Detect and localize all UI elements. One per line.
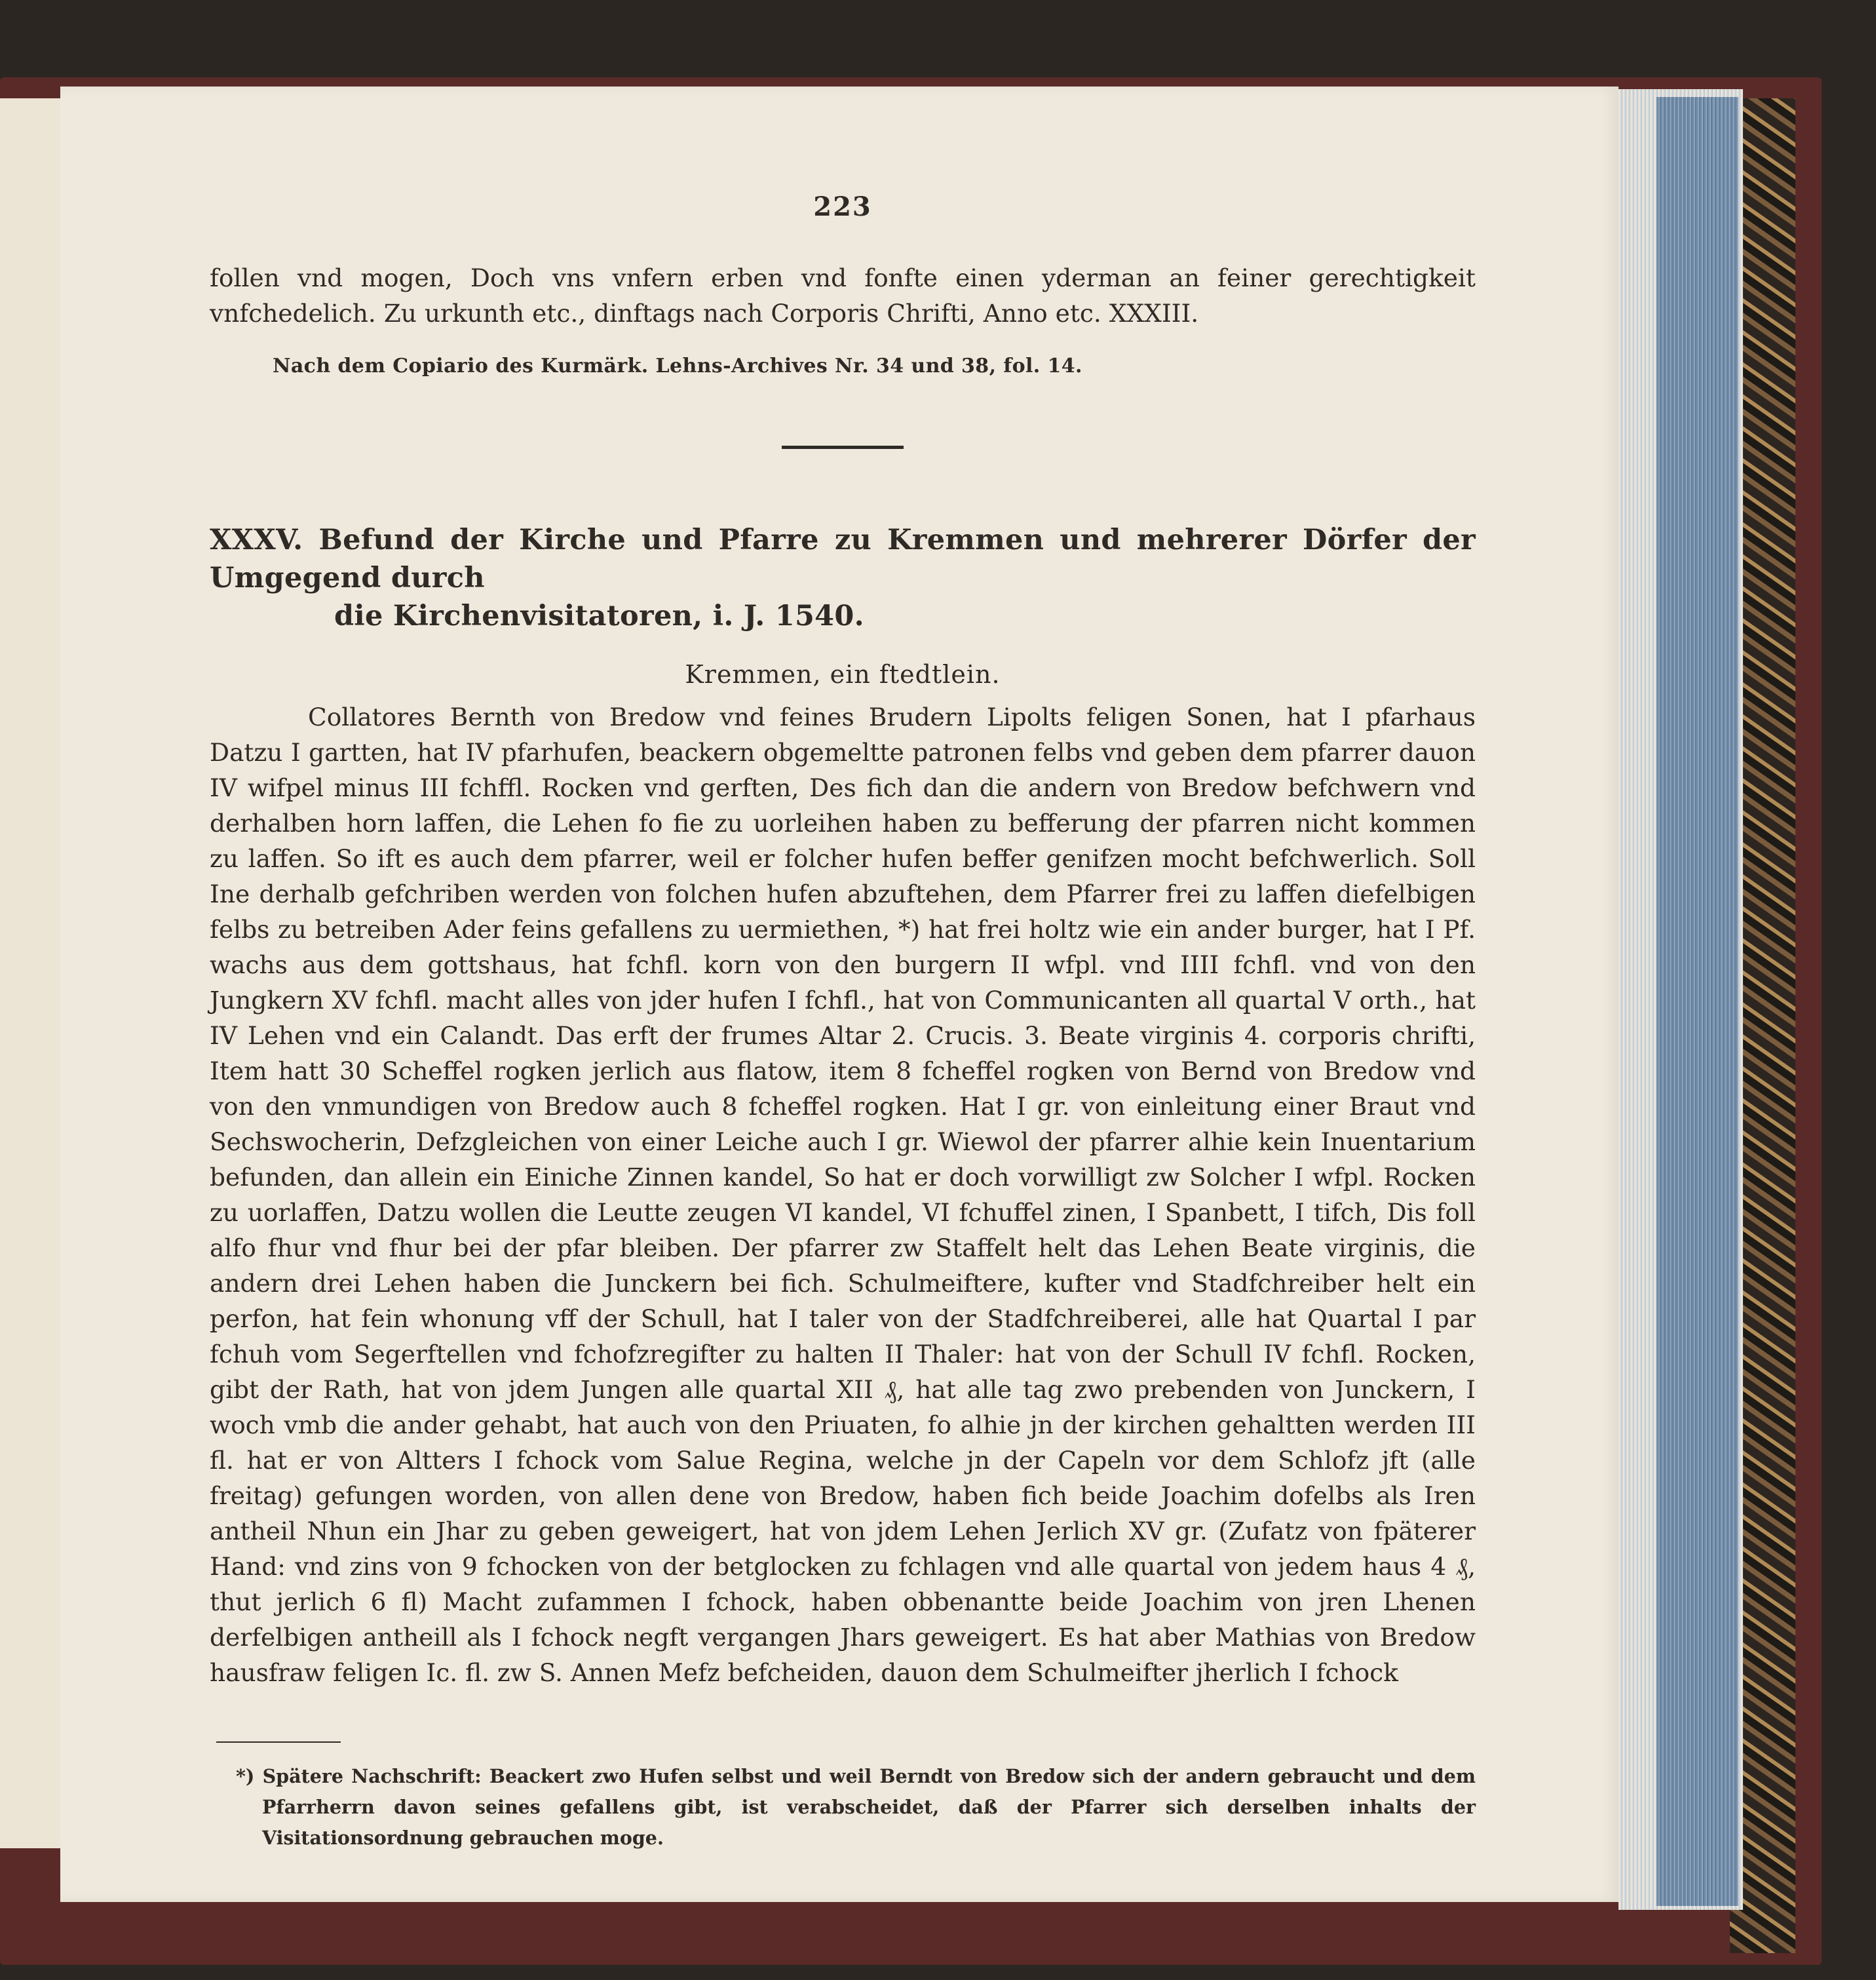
section-title (210, 521, 1476, 635)
footnote-rule (216, 1741, 341, 1743)
page-content (210, 191, 1476, 1854)
source-note: Nach dem Copiario des Kurmärk. Lehns-Archives Nr. 34 und 38, fol. 14. (273, 355, 1082, 378)
section-divider (782, 446, 904, 449)
footnote: *) Spätere Nachschrift: Beackert zwo Hufen selbst und weil Berndt von Bredow sich der andern gebraucht und dem Pfarrherrn davon seines gefallens gibt, ist verabscheidet, daß der Pfarrer sich derselben inhalts der Visitationsordnung gebrauchen moge. (236, 1765, 1476, 1849)
subheading: Kremmen, ein ftedtlein. (685, 660, 1001, 689)
page (60, 87, 1618, 1902)
page-number: 223 (813, 191, 872, 222)
main-paragraph: Collatores Bernth von Bredow vnd feines Brudern Lipolts feligen Sonen, hat I pfarhaus Datzu I gartten, hat IV pfarhufen, beackern obgemeltte patronen felbs vnd geben dem pfarrer dauon IV wifpel minus III fchffl. Rocken vnd gerften, Des fich dan die andern von Bredow befchwern vnd derhalben horn laffen, die Lehen fo fie zu uorleihen haben zu befferung der pfarren nicht kommen zu laffen. So ift es auch dem pfarrer, weil er folcher hufen beffer genifzen mocht befchwerlich. Soll Ine derhalb gefchriben werden von folchen hufen abzuftehen, dem Pfarrer frei zu laffen diefelbigen felbs zu betreiben Ader feins gefallens zu uermiethen, *) hat frei holtz wie ein ander burger, hat I Pf. wachs aus dem gottshaus, hat fchfl. korn von den burgern II wfpl. vnd IIII fchfl. vnd von den Jungkern XV fchfl. macht alles von jder hufen I fchfl., hat von Communicanten all quartal V orth., hat IV Lehen vnd ein Calandt. Das erft der frumes Altar 2. Crucis. 3. Beate virginis 4. corporis chrifti, Item hatt 30 Scheffel rogken jerlich aus flatow, item 8 fcheffel rogken von Bernd von Bredow vnd von den vnmundigen von Bredow auch 8 fcheffel rogken. Hat I gr. von einleitung einer Braut vnd Sechswocherin, Defzgleichen von einer Leiche auch I gr. Wiewol der pfarrer alhie kein Inuentarium befunden, dan allein ein Einiche Zinnen kandel, So hat er doch vorwilligt zw Solcher I wfpl. Rocken zu uorlaffen, Datzu wollen die Leutte zeugen VI kandel, VI fchuffel zinen, I Spanbett, I tifch, Dis foll alfo fhur vnd fhur bei der pfar bleiben. Der pfarrer zw Staffelt helt das Lehen Beate virginis, die andern drei Lehen haben die Junckern bei fich. Schulmeiftere, kufter vnd Stadfchreiber helt ein perfon, hat fein whonung vff der Schull, hat I taler von der Stadfchreiberei, alle hat Quartal I par fchuh vom Segerftellen vnd fchofzregifter zu halten II Thaler: hat von der Schull IV fchfl. Rocken, gibt der Rath, hat von jdem Jungen alle quartal XII ₰, hat alle tag zwo prebenden von Junckern, I woch vmb die ander gehabt, hat auch von den Priuaten, fo alhie jn der kirchen gehaltten werden III fl. hat er von Altters I fchock vom Salue Regina, welche jn der Capeln vor dem Schlofz jft (alle freitag) gefungen worden, von allen dene von Bredow, haben fich beide Joachim dofelbs als Iren antheil Nhun ein Jhar zu geben geweigert, hat von jdem Lehen Jerlich XV gr. (Zufatz von fpäterer Hand: vnd zins von 9 fchocken von der betglocken zu fchlagen vnd alle quartal von jedem haus 4 ₰, thut jerlich 6 fl) Macht zufammen I fchock, haben obbenantte beide Joachim von jren Lhenen derfelbigen antheill als I fchock negft vergangen Jhars geweigert. Es hat aber Mathias von Bredow hausfraw feligen Ic. fl. zw S. Annen Mefz befcheiden, dauon dem Schulmeifter jherlich I fchock (210, 703, 1476, 1687)
continuation-paragraph: follen vnd mogen, Doch vns vnfern erben vnd fonfte einen yderman an feiner gerechtigkeit vnfchedelich. Zu urkunth etc., dinftags nach Corporis Chrifti, Anno etc. XXXIII. (210, 263, 1476, 328)
section-title-line1: XXXV. Befund der Kirche und Pfarre zu Kremmen und mehrerer Dörfer der Umgegend durch (210, 524, 1476, 594)
left-page-edge (0, 98, 62, 1848)
section-title-line2: die Kirchenvisitatoren, i. J. 1540. (334, 600, 864, 632)
page-edges-blue (1656, 97, 1738, 1906)
